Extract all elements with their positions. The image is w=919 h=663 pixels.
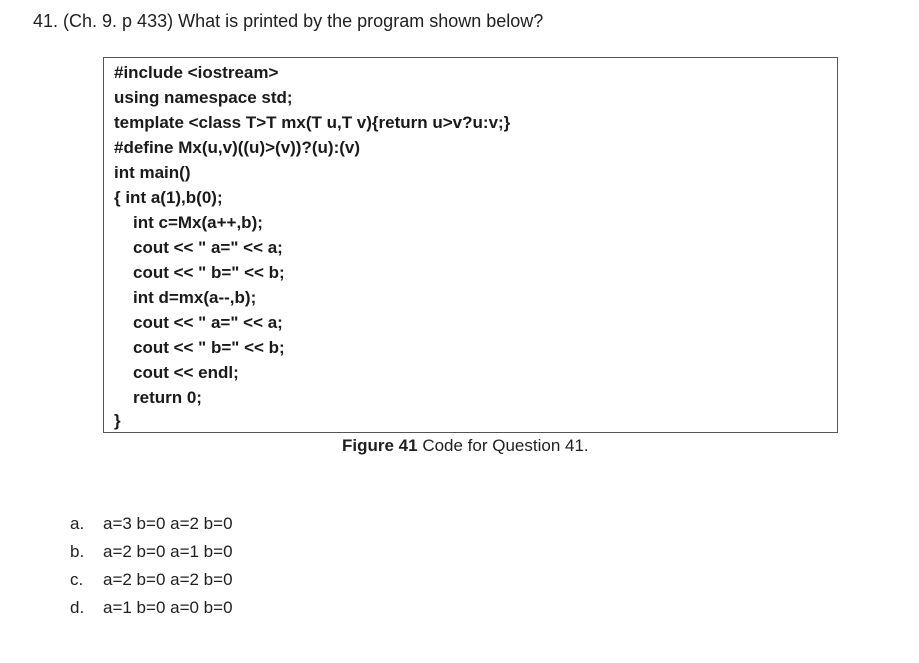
code-line: #define Mx(u,v)((u)>(v))?(u):(v) bbox=[114, 138, 361, 157]
option-letter: c. bbox=[70, 570, 84, 589]
option-text: a=2 b=0 a=1 b=0 bbox=[103, 542, 233, 561]
code-line: { int a(1),b(0); bbox=[114, 188, 223, 207]
code-line: } bbox=[114, 411, 121, 430]
figure-caption-text: Code for Question 41. bbox=[417, 436, 589, 455]
code-line: cout << " a=" << a; bbox=[133, 238, 283, 257]
option-text: a=1 b=0 a=0 b=0 bbox=[103, 598, 233, 617]
option-text: a=2 b=0 a=2 b=0 bbox=[103, 570, 233, 589]
code-line: return 0; bbox=[133, 388, 202, 407]
answer-option-c bbox=[70, 569, 233, 591]
code-line: #include <iostream> bbox=[114, 63, 279, 82]
option-letter: b. bbox=[70, 542, 85, 561]
question-text: 41. (Ch. 9. p 433) What is printed by the program shown below? bbox=[33, 11, 544, 31]
code-line: cout << endl; bbox=[133, 363, 239, 382]
code-line: int c=Mx(a++,b); bbox=[133, 213, 263, 232]
option-text: a=3 b=0 a=2 b=0 bbox=[103, 514, 233, 533]
figure-caption bbox=[342, 435, 589, 457]
code-line: cout << " a=" << a; bbox=[133, 313, 283, 332]
code-line: cout << " b=" << b; bbox=[133, 263, 285, 282]
code-line: int d=mx(a--,b); bbox=[133, 288, 257, 307]
code-line: using namespace std; bbox=[114, 88, 293, 107]
answer-option-b bbox=[70, 541, 233, 563]
answer-option-d bbox=[70, 597, 233, 619]
figure-label: Figure 41 bbox=[342, 436, 418, 455]
code-line: template <class T>T mx(T u,T v){return u>v?u:v;} bbox=[114, 113, 511, 132]
option-letter: a. bbox=[70, 514, 85, 533]
option-letter: d. bbox=[70, 598, 85, 617]
code-line: cout << " b=" << b; bbox=[133, 338, 285, 357]
answer-option-a bbox=[70, 513, 233, 535]
code-line: int main() bbox=[114, 163, 191, 182]
code-listing bbox=[103, 57, 838, 433]
